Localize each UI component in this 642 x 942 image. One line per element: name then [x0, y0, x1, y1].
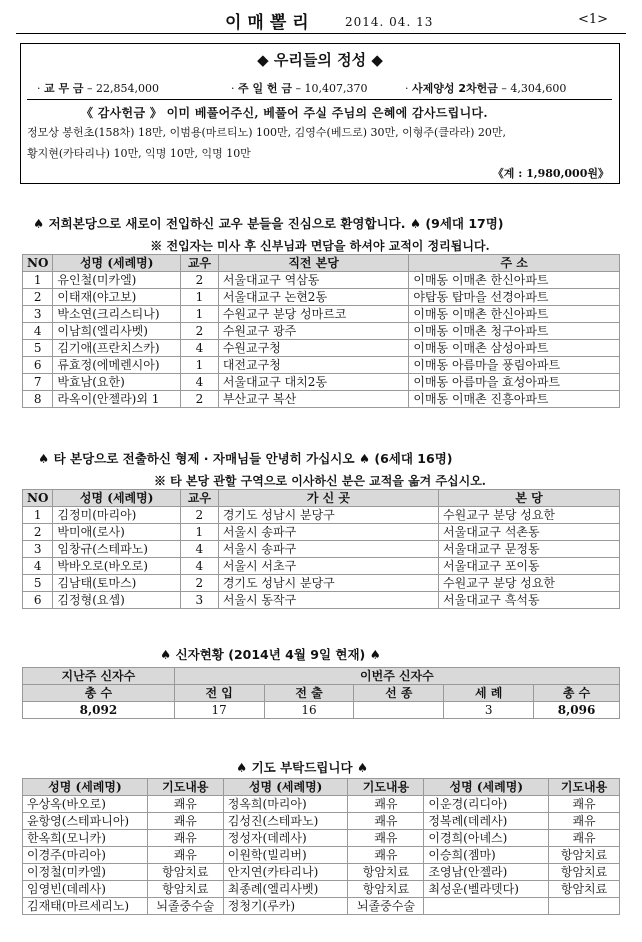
row-prayer: 쾌유 [549, 830, 620, 847]
col-header-members: 교우 [181, 255, 219, 272]
row-destination: 경기도 성남시 분당구 [218, 575, 438, 592]
spade-icon: ♠ [160, 647, 172, 662]
table-row [23, 898, 620, 915]
row-name: 박소연(크리스티나) [53, 306, 181, 323]
row-members: 2 [181, 272, 219, 289]
row-name: 이경주(마리아) [23, 847, 148, 864]
row-prev-parish: 부산교구 복산 [218, 391, 409, 408]
row-members: 4 [180, 558, 218, 575]
transfer-in-value: 17 [174, 702, 264, 719]
row-name: 정성자(데레사) [223, 830, 348, 847]
row-destination: 서울시 송파구 [218, 541, 438, 558]
row-name: 김정형(요셉) [53, 592, 181, 609]
row-address: 이매동 이매촌 한신아파트 [409, 272, 620, 289]
row-prayer: 쾌유 [549, 796, 620, 813]
row-no: 4 [23, 558, 53, 575]
col-header-name: 성명 (세례명) [23, 779, 148, 796]
row-name: 정옥희(마리아) [223, 796, 348, 813]
offering-box [20, 43, 620, 184]
row-no: 1 [23, 507, 53, 524]
baptism-value: 3 [444, 702, 534, 719]
row-prayer: 쾌유 [348, 830, 424, 847]
diamond-icon: ◆ [257, 51, 269, 69]
row-members: 1 [181, 289, 219, 306]
col-header-name: 성명 (세례명) [53, 255, 181, 272]
row-prayer: 쾌유 [348, 847, 424, 864]
row-no: 5 [23, 575, 53, 592]
row-no: 3 [23, 306, 53, 323]
row-name: 이남희(엘리사벳) [53, 323, 181, 340]
last-total-value: 8,092 [23, 702, 175, 719]
row-members: 4 [180, 541, 218, 558]
offering-total: 《계 : 1,980,000원》 [492, 167, 609, 180]
newcomers-count: (9세대 17명) [425, 216, 504, 231]
col-header-parish: 본 당 [439, 490, 620, 507]
row-address: 이매동 이매촌 삼성아파트 [409, 340, 620, 357]
row-members: 2 [181, 323, 219, 340]
transfer-out-value: 16 [264, 702, 354, 719]
row-prayer: 쾌유 [348, 796, 424, 813]
row-prev-parish: 서울대교구 대치2동 [218, 374, 409, 391]
status-table [22, 667, 620, 719]
row-name: 우상옥(바오로) [23, 796, 148, 813]
row-name: 이정철(미카엘) [23, 864, 148, 881]
row-name: 김기애(프란치스카) [53, 340, 181, 357]
this-week-label: 이번주 신자수 [174, 668, 619, 685]
row-prayer: 쾌유 [147, 830, 223, 847]
row-name: 임창규(스테파노) [53, 541, 181, 558]
newcomers-table [22, 254, 620, 408]
row-name: 이원학(빌리버) [223, 847, 348, 864]
transfers-table [22, 489, 620, 609]
thanks-divider [27, 99, 612, 100]
amount-sunday: · 주 일 헌 금 – 10,407,370 [231, 82, 368, 95]
row-members: 2 [181, 391, 219, 408]
header-divider [16, 33, 626, 34]
transfers-title-text: 타 본당으로 전출하신 형제 · 자매님들 안녕히 가십시오 [53, 451, 355, 466]
row-name: 이승희(젬마) [424, 847, 549, 864]
last-week-label: 지난주 신자수 [23, 668, 175, 685]
spade-icon: ♠ [358, 451, 371, 466]
donor-line-2: 황지현(카타리나) 10만, 익명 10만, 익명 10만 [27, 147, 251, 160]
row-prev-parish: 수원교구 분당 성마르코 [218, 306, 409, 323]
row-name: 박효남(요한) [53, 374, 181, 391]
row-name: 윤항영(스테파니아) [23, 813, 148, 830]
status-group-row [23, 668, 620, 685]
row-parish: 수원교구 분당 성요한 [439, 507, 620, 524]
prayers-title-text: 기도 부탁드립니다 [251, 760, 353, 775]
newcomers-header-row [23, 255, 620, 272]
offering-title-text: 우리들의 정성 [273, 51, 367, 69]
table-row [23, 864, 620, 881]
row-prayer [549, 898, 620, 915]
col-header-prayer: 기도내용 [549, 779, 620, 796]
amount-kyomugeum: · 교 무 금 – 22,854,000 [37, 82, 160, 95]
row-no: 2 [23, 289, 53, 306]
table-row [23, 524, 620, 541]
table-row [23, 881, 620, 898]
row-parish: 서울대교구 석촌동 [439, 524, 620, 541]
row-address: 이매동 아름마을 풍림아파트 [409, 357, 620, 374]
row-no: 4 [23, 323, 53, 340]
table-row [23, 830, 620, 847]
row-destination: 서울시 서초구 [218, 558, 438, 575]
row-name: 이운경(리디아) [424, 796, 549, 813]
table-row [23, 592, 620, 609]
col-header-name: 성명 (세례명) [424, 779, 549, 796]
row-name: 김재태(마르세리노) [23, 898, 148, 915]
row-prev-parish: 대전교구청 [218, 357, 409, 374]
transfers-count: (6세대 16명) [374, 451, 453, 466]
row-prev-parish: 수원교구 광주 [218, 323, 409, 340]
row-name: 이태재(야고보) [53, 289, 181, 306]
col-header-name: 성명 (세례명) [53, 490, 181, 507]
row-name: 이경희(아녜스) [424, 830, 549, 847]
table-row [23, 558, 620, 575]
row-prayer: 항암치료 [147, 881, 223, 898]
col-header-prev-parish: 직전 본당 [218, 255, 409, 272]
row-prayer: 쾌유 [348, 813, 424, 830]
row-no: 6 [23, 592, 53, 609]
row-name: 류효정(에메렌시아) [53, 357, 181, 374]
col-header-address: 주 소 [409, 255, 620, 272]
transfers-note: ※ 타 본당 관할 구역으로 이사하신 분은 교적을 옮겨 주십시오. [154, 474, 486, 488]
status-title [160, 645, 381, 663]
row-name: 박미애(로사) [53, 524, 181, 541]
col-baptism: 세 례 [444, 685, 534, 702]
status-header-row [23, 685, 620, 702]
thanks-text: 이미 베풀어주신, 베풀어 주실 주님의 은혜에 감사드립니다. [166, 106, 488, 120]
col-transfer-in: 전 입 [174, 685, 264, 702]
thanks-heading [81, 104, 488, 121]
table-row [23, 507, 620, 524]
newcomers-title [33, 214, 504, 232]
row-members: 1 [180, 524, 218, 541]
row-no: 6 [23, 357, 53, 374]
deceased-value [354, 702, 444, 719]
row-address: 이매동 이매촌 한신아파트 [409, 306, 620, 323]
spade-icon: ♠ [38, 451, 50, 466]
prayers-header-row [23, 779, 620, 796]
bulletin-title: 이매뽈리 [225, 13, 315, 33]
row-prev-parish: 수원교구청 [218, 340, 409, 357]
row-parish: 서울대교구 흑석동 [439, 592, 620, 609]
spade-icon: ♠ [409, 216, 422, 231]
row-members: 4 [181, 340, 219, 357]
row-parish: 서울대교구 문정동 [439, 541, 620, 558]
row-members: 1 [181, 306, 219, 323]
this-total-label: 총 수 [534, 685, 620, 702]
row-members: 2 [180, 575, 218, 592]
col-header-members: 교우 [180, 490, 218, 507]
row-members: 4 [181, 374, 219, 391]
col-header-name: 성명 (세례명) [223, 779, 348, 796]
thanks-label: 《 감사헌금 》 [81, 106, 163, 120]
status-title-text: 신자현황 (2014년 4월 9일 현재) [175, 647, 366, 662]
table-row [23, 541, 620, 558]
row-name: 최종례(엘리사벳) [223, 881, 348, 898]
newcomers-title-text: 저희본당으로 새로이 전입하신 교우 분들을 진심으로 환영합니다. [48, 216, 406, 231]
col-header-no: NO [23, 255, 53, 272]
row-name: 유인철(미카엘) [53, 272, 181, 289]
row-name: 라옥이(안젤라)외 1 [53, 391, 181, 408]
table-row [23, 847, 620, 864]
row-prev-parish: 서울대교구 역삼동 [218, 272, 409, 289]
row-no: 5 [23, 340, 53, 357]
spade-icon: ♠ [236, 760, 248, 775]
prayers-title [236, 758, 368, 776]
transfers-title [38, 449, 453, 467]
row-address: 이매동 이매촌 진흥아파트 [409, 391, 620, 408]
row-destination: 서울시 동작구 [218, 592, 438, 609]
row-destination: 경기도 성남시 분당구 [218, 507, 438, 524]
row-name: 조영남(안젤라) [424, 864, 549, 881]
row-prayer: 항암치료 [348, 881, 424, 898]
table-row [23, 306, 620, 323]
spade-icon: ♠ [356, 760, 369, 775]
row-address: 이매동 이매촌 청구아파트 [409, 323, 620, 340]
row-name: 정복례(데레사) [424, 813, 549, 830]
row-parish: 서울대교구 포이동 [439, 558, 620, 575]
table-row [23, 323, 620, 340]
row-members: 2 [180, 507, 218, 524]
row-parish: 수원교구 분당 성요한 [439, 575, 620, 592]
offering-title [21, 49, 619, 70]
row-name: 임영빈(데레사) [23, 881, 148, 898]
spade-icon: ♠ [33, 216, 45, 231]
page-number: <1> [578, 12, 609, 27]
row-no: 1 [23, 272, 53, 289]
row-name: 정청기(루카) [223, 898, 348, 915]
status-value-row [23, 702, 620, 719]
col-header-destination: 가 신 곳 [218, 490, 438, 507]
row-name: 최성운(벨라뎃다) [424, 881, 549, 898]
row-prayer: 뇌졸중수술 [348, 898, 424, 915]
col-transfer-out: 전 출 [264, 685, 354, 702]
table-row [23, 272, 620, 289]
row-prayer: 뇌졸중수술 [147, 898, 223, 915]
row-members: 3 [180, 592, 218, 609]
row-no: 7 [23, 374, 53, 391]
row-prayer: 항암치료 [549, 881, 620, 898]
row-name: 박바오로(바오로) [53, 558, 181, 575]
last-total-label: 총 수 [23, 685, 175, 702]
table-row [23, 575, 620, 592]
row-destination: 서울시 송파구 [218, 524, 438, 541]
col-header-prayer: 기도내용 [147, 779, 223, 796]
row-name: 김남태(토마스) [53, 575, 181, 592]
table-row [23, 289, 620, 306]
table-row [23, 374, 620, 391]
bulletin-date: 2014. 04. 13 [345, 15, 434, 29]
row-address: 이매동 아름마을 효성아파트 [409, 374, 620, 391]
col-header-no: NO [23, 490, 53, 507]
row-name: 한옥희(모니카) [23, 830, 148, 847]
row-prayer: 쾌유 [147, 796, 223, 813]
row-name: 김정미(마리아) [53, 507, 181, 524]
table-row [23, 813, 620, 830]
donor-line-1: 정모상 봉헌초(158차) 18만, 이범용(마르티노) 100만, 김영수(베드로) 30만, 이형주(클라라) 20만, [27, 126, 507, 139]
row-members: 1 [181, 357, 219, 374]
newcomers-note: ※ 전입자는 미사 후 신부님과 면담을 하셔야 교적이 정리됩니다. [150, 239, 490, 253]
spade-icon: ♠ [369, 647, 381, 662]
row-no: 2 [23, 524, 53, 541]
row-name [424, 898, 549, 915]
col-header-prayer: 기도내용 [348, 779, 424, 796]
table-row [23, 796, 620, 813]
col-deceased: 선 종 [354, 685, 444, 702]
row-prayer: 항암치료 [147, 864, 223, 881]
table-row [23, 391, 620, 408]
row-prayer: 항암치료 [348, 864, 424, 881]
row-no: 8 [23, 391, 53, 408]
diamond-icon: ◆ [371, 51, 383, 69]
row-prayer: 항암치료 [549, 864, 620, 881]
amount-seminary: · 사제양성 2차헌금 – 4,304,600 [405, 82, 567, 95]
row-address: 야탑동 탑마을 선경아파트 [409, 289, 620, 306]
row-no: 3 [23, 541, 53, 558]
row-prayer: 쾌유 [549, 813, 620, 830]
table-row [23, 357, 620, 374]
row-prayer: 쾌유 [147, 847, 223, 864]
table-row [23, 340, 620, 357]
this-total-value: 8,096 [534, 702, 620, 719]
transfers-header-row [23, 490, 620, 507]
row-prev-parish: 서울대교구 논현2동 [218, 289, 409, 306]
row-name: 김성진(스테파노) [223, 813, 348, 830]
row-prayer: 항암치료 [549, 847, 620, 864]
row-name: 안지연(카타리나) [223, 864, 348, 881]
row-prayer: 쾌유 [147, 813, 223, 830]
prayers-table [22, 778, 620, 915]
